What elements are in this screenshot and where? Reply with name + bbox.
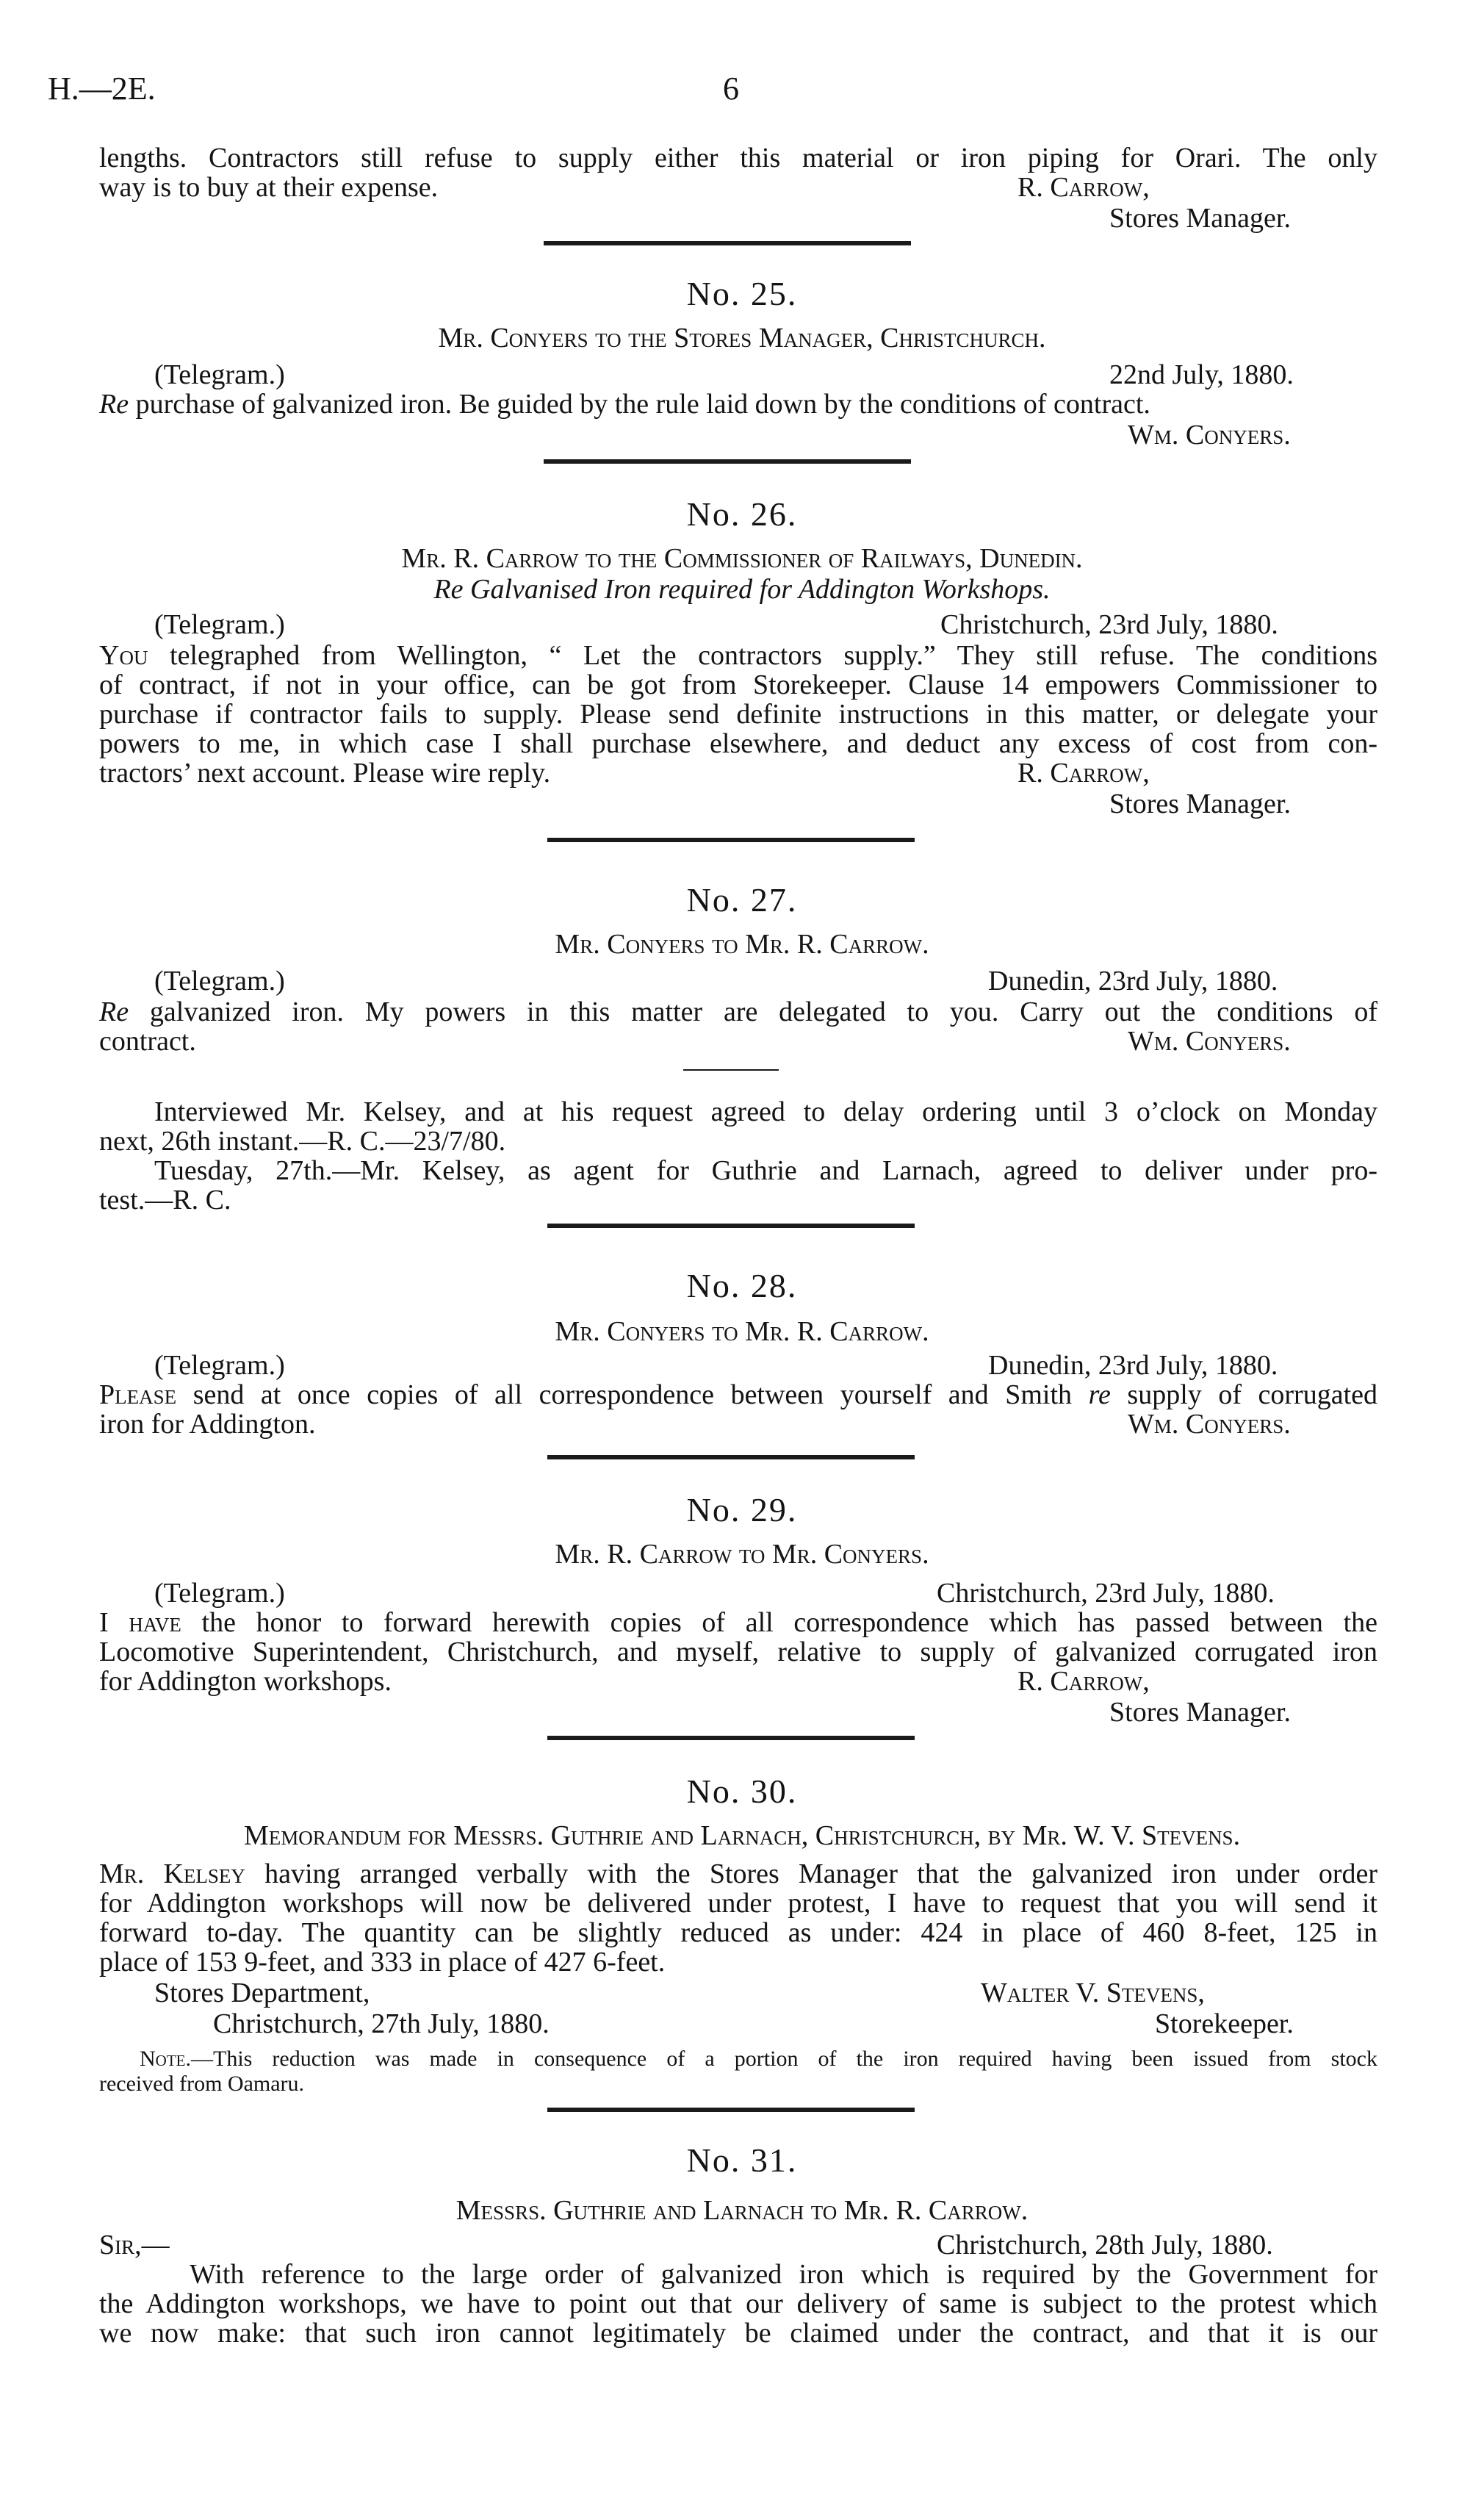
letter-26-heading: Mr. R. Carrow to the Commissioner of Railways, Dunedin.: [401, 543, 1083, 574]
re-label: Re: [99, 389, 129, 420]
letter-26-text-1: telegraphed from Wellington, “ Let the contractors supply.” They still refuse. The conditions: [148, 640, 1377, 671]
letter-29-date: Christchurch, 23rd July, 1880.: [937, 1578, 1275, 1609]
intro-signer-title: Stores Manager.: [1109, 203, 1291, 234]
letter-31-salutation: Sir,—: [99, 2230, 170, 2260]
letter-26-kind: (Telegram.): [154, 609, 285, 640]
letter-27-number: No. 27.: [686, 881, 798, 919]
memo-line-2: next, 26th instant.—R. C.—23/7/80.: [99, 1126, 506, 1157]
letter-25-kind: (Telegram.): [154, 359, 285, 390]
letter-29-signer-title: Stores Manager.: [1109, 1697, 1291, 1728]
letter-28-line-2: iron for Addington.: [99, 1409, 316, 1440]
letter-26-date: Christchurch, 23rd July, 1880.: [940, 609, 1278, 640]
section-rule: [547, 2108, 915, 2112]
letter-31-line-3: we now make: that such iron cannot legitimately be claimed under the contract, and that it is our: [99, 2318, 1377, 2349]
section-rule: [544, 459, 911, 464]
letter-26-signer-title: Stores Manager.: [1109, 789, 1291, 819]
letter-25-signer: Wm. Conyers.: [1128, 420, 1291, 450]
letter-30-signer-title: Storekeeper.: [1155, 2008, 1294, 2039]
letter-26-number: No. 26.: [686, 495, 798, 533]
letter-26-signer: R. Carrow,: [1017, 758, 1150, 789]
letter-28-line-1: [99, 1380, 1377, 1409]
letter-27-kind: (Telegram.): [154, 966, 285, 996]
letter-29-line-2: Locomotive Superintendent, Christchurch, and myself, relative to supply of galvanized corrugated iron: [99, 1637, 1377, 1667]
letter-30-line-2: for Addington workshops will now be delivered under protest, I have to request that you will send it: [99, 1888, 1377, 1919]
note-text-1: —This reduction was made in consequence of a portion of the iron required having been issued from stock: [191, 2047, 1377, 2071]
letter-28-heading: Mr. Conyers to Mr. R. Carrow.: [555, 1316, 929, 1347]
letter-30-note-2: received from Oamaru.: [99, 2072, 305, 2096]
memo-line-3: Tuesday, 27th.—Mr. Kelsey, as agent for Guthrie and Larnach, agreed to deliver under pro-: [154, 1155, 1377, 1186]
letter-30-note-1: [140, 2047, 1377, 2071]
letter-26-line-1: [99, 641, 1377, 670]
memo-line-1: Interviewed Mr. Kelsey, and at his request agreed to delay ordering until 3 o’clock on Monday: [154, 1096, 1377, 1127]
re-label: Re: [99, 996, 129, 1027]
letter-30-place: Christchurch, 27th July, 1880.: [213, 2008, 550, 2039]
letter-25-date: 22nd July, 1880.: [1109, 359, 1294, 390]
section-rule: [547, 838, 915, 842]
lead-i: I: [99, 1607, 129, 1638]
letter-28-kind: (Telegram.): [154, 1350, 285, 1381]
section-rule: [544, 241, 911, 245]
intro-line-1: lengths. Contractors still refuse to supply either this material or iron piping for Orari. The only: [99, 143, 1377, 173]
section-rule: [547, 1736, 915, 1740]
letter-30-number: No. 30.: [686, 1772, 798, 1810]
letter-25-number: No. 25.: [686, 275, 798, 312]
letter-27-text-1: galvanized iron. My powers in this matter are delegated to you. Carry out the conditions of: [129, 996, 1377, 1027]
letter-28-text-1a: send at once copies of all correspondence between yourself and Smith: [176, 1379, 1089, 1410]
memo-line-4: test.—R. C.: [99, 1185, 231, 1215]
letter-26-subject: Re Galvanised Iron required for Addington Workshops.: [433, 574, 1051, 605]
page-number: 6: [723, 71, 739, 107]
letter-31-line-1: With reference to the large order of galvanized iron which is required by the Government for: [190, 2259, 1377, 2290]
letter-30-line-1: [99, 1859, 1377, 1889]
letter-31-date: Christchurch, 28th July, 1880.: [937, 2230, 1273, 2260]
letter-30-line-3: forward to-day. The quantity can be slightly reduced as under: 424 in place of 460 8-feet, 125 in: [99, 1917, 1377, 1948]
section-rule: [547, 1455, 915, 1459]
letter-27-line-2: contract.: [99, 1026, 196, 1057]
letter-26-line-5: tractors’ next account. Please wire reply.: [99, 758, 551, 789]
letter-29-line-3: for Addington workshops.: [99, 1666, 392, 1697]
letter-28-signer: Wm. Conyers.: [1128, 1409, 1291, 1440]
short-rule: [683, 1069, 779, 1071]
letter-28-number: No. 28.: [686, 1267, 798, 1304]
letter-30-department: Stores Department,: [154, 1978, 370, 2008]
letter-25-body: [99, 389, 1385, 419]
letter-30-line-4: place of 153 9-feet, and 333 in place of 427 6-feet.: [99, 1947, 666, 1978]
note-label: Note.: [140, 2047, 191, 2071]
letter-29-number: No. 29.: [686, 1491, 798, 1529]
letter-29-kind: (Telegram.): [154, 1578, 285, 1609]
letter-27-date: Dunedin, 23rd July, 1880.: [988, 966, 1278, 996]
intro-line-2: way is to buy at their expense.: [99, 172, 439, 203]
page-reference: H.—2E.: [48, 71, 156, 107]
letter-29-text-1: the honor to forward herewith copies of all correspondence which has passed between the: [181, 1607, 1377, 1638]
letter-30-signer: Walter V. Stevens,: [981, 1978, 1205, 2008]
letter-26-line-4: powers to me, in which case I shall purchase elsewhere, and deduct any excess of cost from con-: [99, 728, 1377, 759]
lead-word: Mr. Kelsey: [99, 1858, 245, 1889]
letter-31-number: No. 31.: [686, 2141, 798, 2179]
letter-29-signer: R. Carrow,: [1017, 1666, 1150, 1697]
lead-word: You: [99, 640, 148, 671]
letter-27-heading: Mr. Conyers to Mr. R. Carrow.: [555, 929, 929, 960]
letter-26-line-3: purchase if contractor fails to supply. Please send definite instructions in this matter, or delegate your: [99, 699, 1377, 730]
letter-28-date: Dunedin, 23rd July, 1880.: [988, 1350, 1278, 1381]
letter-29-heading: Mr. R. Carrow to Mr. Conyers.: [555, 1539, 929, 1570]
letter-28-text-1b: supply of corrugated: [1110, 1379, 1378, 1410]
letter-27-signer: Wm. Conyers.: [1128, 1026, 1291, 1057]
letter-31-line-2: the Addington workshops, we have to point out that our delivery of same is subject to the protest which: [99, 2288, 1377, 2319]
section-rule: [547, 1224, 915, 1228]
intro-signer: R. Carrow,: [1017, 172, 1150, 203]
letter-27-line-1: [99, 997, 1377, 1027]
letter-25-text: purchase of galvanized iron. Be guided by the rule laid down by the conditions of contract.: [129, 389, 1150, 420]
lead-word: have: [129, 1607, 181, 1638]
letter-30-heading: Memorandum for Messrs. Guthrie and Larnach, Christchurch, by Mr. W. V. Stevens.: [243, 1820, 1241, 1851]
lead-word: Please: [99, 1379, 177, 1410]
letter-29-line-1: [99, 1608, 1377, 1637]
letter-25-heading: Mr. Conyers to the Stores Manager, Christchurch.: [438, 323, 1046, 353]
re-label: re: [1088, 1379, 1111, 1410]
letter-30-text-1: having arranged verbally with the Stores Manager that the galvanized iron under order: [245, 1858, 1378, 1889]
letter-31-heading: Messrs. Guthrie and Larnach to Mr. R. Carrow.: [455, 2195, 1029, 2226]
letter-26-line-2: of contract, if not in your office, can be got from Storekeeper. Clause 14 empowers Commissioner to: [99, 669, 1377, 700]
